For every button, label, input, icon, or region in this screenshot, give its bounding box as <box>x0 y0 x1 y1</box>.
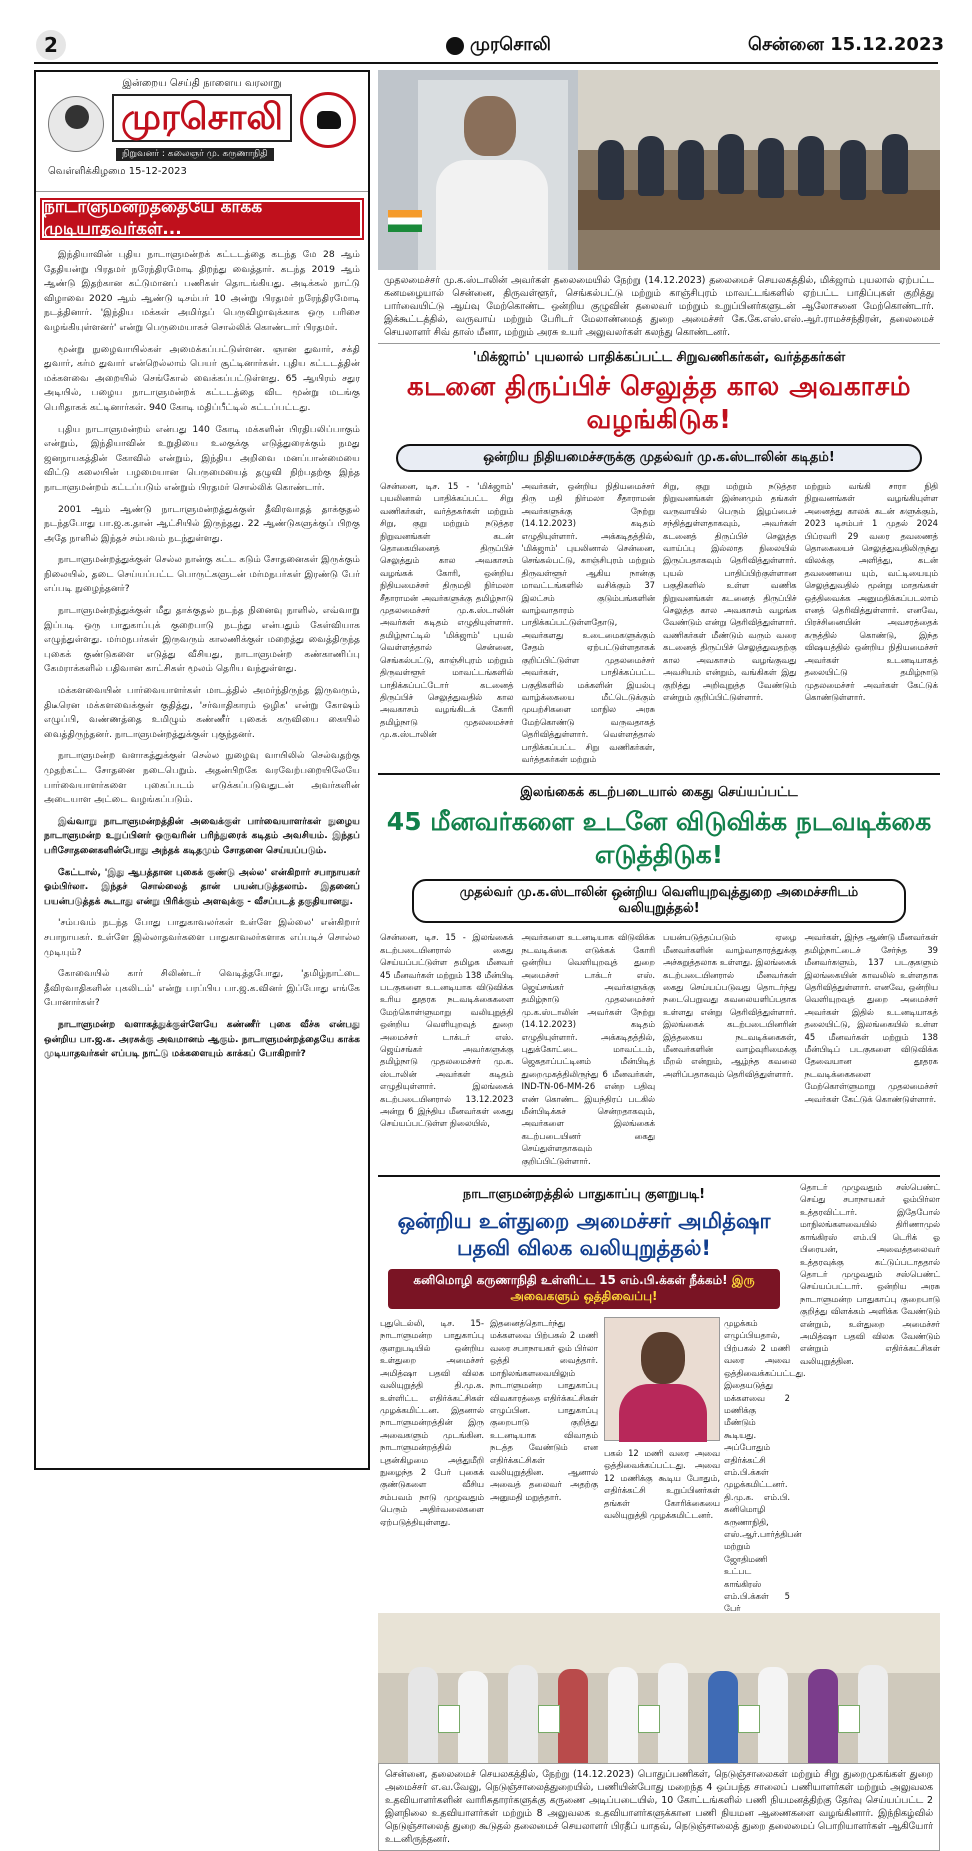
editorial-paragraph: மக்களவையின் பார்வையாளர்கள் மாடத்தில் அமர்ந்திருந்த இருவரும், திடீரென மக்களவைக்குள் குதித்து, 'சர்வாதிகாரம் ஒழிக' என்று கோஷம் எழுப்பி, வண்ணத்தை உமிழும் கண்ணீர் புகைக் கருவியை கையில் வைத்திருந்தனர். நாடாளுமன்றத்துக்குள் புகுந்தனர். <box>44 685 360 740</box>
editorial-paragraph: நாடாளுமன்ற வளாகத்துக்குள்ளேயே கண்ணீர் புகை வீச்சு என்பது ஒன்றிய பா.ஜ.க. அரசுக்கு அவமானம் ஆகும். நாடாளுமன்றத்தையே காக்க முடியாதவர்கள் எப்படி நாட்டு மக்களையும் காக்கப் போகிறார்? <box>44 1018 360 1060</box>
masthead-date: வெள்ளிக்கிழமை 15-12-2023 <box>48 166 187 177</box>
photo1-caption: முதலமைச்சர் மு.க.ஸ்டாலின் அவர்கள் தலைமையில் நேற்று (14.12.2023) தலைமைச் செயலகத்தில், மிக்ஜாம் புயலால் ஏற்பட்ட கனமழையால் சென்னை, திருவள்ளூர், செங்கல்பட்டு மற்றும் காஞ்சிபுரம் மாவட்டங்களில் ஏற்பட்ட பாதிப்புகள் குறித்து பார்வையிட்டு ஆய்வு மேற்கொண்ட ஒன்றிய குழுவின் தலைவர் மற்றும் உறுப்பினர்களுடன் ஆலோசனை மேற்கொண்டார். இக்கூட்டத்தில், வருவாய் மற்றும் பேரிடர் மேலாண்மைத் துறை அமைச்சர் கே.கே.எஸ்.எஸ்.ஆர்.ராமச்சந்திரன், தலைமைச் செயலாளர் சிவ் தாஸ் மீனா, மற்றும் அரசு உயர் அலுவலர்கள் கலந்து கொண்டனர். <box>378 270 940 344</box>
story3-right-column: தொடர் முழுவதும் சஸ்பெண்ட் செய்து சபாநாயகர் ஓம்பிர்லா உத்தரவிட்டார். இதேபோல் மாநிலங்களவையில் திரிணாமுல் காங்கிரஸ் எம்.பி டெரிக் ஓ பிரையன், அவைத்தலைவர் உத்தரவுக்கு கட்டுப்படாததால் தொடர் முழுவதும் சஸ்பெண்ட் செய்யப்பட்டார். ஒன்றிய அரசு நாடாளுமன்ற பாதுகாப்பு குறைபாடு குறித்து விளக்கம் அளிக்க வேண்டும் என்றும், உள்துறை அமைச்சர் அமித்ஷா பதவி விலக வேண்டும் என்றும் எதிர்க்கட்சிகள் வலியுறுத்தின. <box>800 1182 940 1366</box>
page-number: 2 <box>36 30 66 60</box>
story3-column: முழக்கம் எழுப்பியதால், பிற்பகல் 2 மணி வரை அவை ஒத்திவைக்கப்பட்டது. இதையடுத்து மக்களவை 2 மணிக்கு மீண்டும் கூடியது. அப்போதும் எதிர்க்கட்சி எம்.பி.க்கள் முழக்கமிட்டனர். தி.மு.க. எம்.பி. கனிமொழி கருணாநிதி, எஸ்.ஆர்.பார்த்திபன் மற்றும் ஜோதிமணி உட்பட காங்கிரஸ் எம்.பி.க்கள் 5 பேர் <box>724 1318 806 1614</box>
kanimozhi-photo <box>604 1317 720 1441</box>
news-area <box>378 70 940 1851</box>
story2-body <box>378 927 940 1171</box>
story1-column: அவர்கள், ஒன்றிய நிதியமைச்சர் திரு மதி நிர்மலா சீதாராமன் அவர்களுக்கு நேற்று (14.12.2023) கடிதம் எழுதியுள்ளார். அக்கடிதத்தில், 'மிக்ஜாம்' புயலினால் சென்னை, செங்கல்பட்டு, காஞ்சிபுரம் மற்றும் திருவள்ளூர் ஆகிய நான்கு மாவட்டங்களில் வசிக்கும் 37 இலட்சம் குடும்பங்களின் வாழ்வாதாரம் பாதிக்கப்பட்டுள்ளதோடு, அவர்களது உடைமைகளுக்கும் சேதம் ஏற்பட்டுள்ளதாகக் குறிப்பிட்டுள்ள முதலமைச்சர் அவர்கள், பாதிக்கப்பட்ட பகுதிகளில் மக்களின் இயல்பு வாழ்க்கையை மீட்டெடுக்கும் முயற்சிகளை மாநில அரசு மேற்கொண்டு வருவதாகத் தெரிவித்துள்ளார். வெள்ளத்தால் பாதிக்கப்பட்ட சிறு வணிகர்கள், வர்த்தகர்கள் மற்றும் <box>521 481 655 764</box>
story1-body <box>378 476 940 769</box>
story2-column: பயன்படுத்தப்படும் ஏழை மீனவர்களின் வாழ்வாதாரத்துக்கு அச்சுறுத்தலாக உள்ளது. இலங்கைக் கடற்படையினரால் மீனவர்கள் கைது செய்யப்படுவது தொடர்ந்து நடைபெறுவது கவலையளிப்பதாக உள்ளது என்று தெரிவித்துள்ளார். இலங்கைக் கடற்படையினரின் இத்தகைய நடவடிக்கைகள், மீனவர்களின் வாழ்வுரிமைக்கு மீறல் என்றும், ஆழ்ந்த கவலை அளிப்பதாகவும் தெரிவித்துள்ளார். <box>663 932 797 1079</box>
editorial-paragraph: இந்தியாவின் புதிய நாடாளுமன்றக் கட்டடத்தை கடந்த மே 28 ஆம் தேதியன்று பிரதமர் நரேந்திரமோடி திறந்து வைத்தார். கடந்த 2019 ஆம் ஆண்டு இதற்கான கட்டுமானப் பணிகள் தொடங்கியது. அடிக்கல் நாட்டு விழாவை 2020 ஆம் ஆண்டு டிசம்பர் 10 அன்று பிரதமர் நரேந்திரமோடி நடத்தினார். 'இந்திய மக்கள் அமிர்தப் பெருவிழாவுக்காக ஒரு பரிசை வழங்கியுள்ளனர்' என்று பெருமையாகச் சொல்லிக் கொண்டார் பிரதமர். <box>44 249 360 333</box>
editorial-paragraph: 2001 ஆம் ஆண்டு நாடாளுமன்றத்துக்குள் தீவிரவாதத் தாக்குதல் நடந்தபோது பா.ஜ.க.தான் ஆட்சியில் இருந்தது. 22 ஆண்டுகளுக்குப் பிறகு அதே நாளில் இந்தச் சம்பவம் நடந்துள்ளது. <box>44 503 360 544</box>
story1-column: சென்னை, டிச. 15 - 'மிக்ஜாம்' புயலினால் பாதிக்கப்பட்ட சிறு வணிகர்கள், வர்த்தகர்கள் மற்றும் சிறு, குறு மற்றும் நடுத்தர நிறுவனங்கள் கடன் தொகையினைத் திருப்பிச் செலுத்தும் கால அவகாசம் வழங்கக் கோரி, ஒன்றிய நிதியமைச்சர் திருமதி நிர்மலா சீதாராமன் அவர்களுக்கு தமிழ்நாடு முதலமைச்சர் மு.க.ஸ்டாலின் அவர்கள் கடிதம் எழுதியுள்ளார். தமிழ்நாட்டில் 'மிக்ஜாம்' புயல் வெள்ளத்தால் சென்னை, செங்கல்பட்டு, காஞ்சிபுரம் மற்றும் திருவள்ளூர் மாவட்டங்களில் பாதிக்கப்பட்டோர் கடனைத் திருப்பிச் செலுத்துவதில் கால அவகாசம் வழங்கிடக் கோரி தமிழ்நாடு முதலமைச்சர் மு.க.ஸ்டாலின் <box>380 481 514 740</box>
story3-column: இதனைத்தொடர்ந்து மக்களவை பிற்பகல் 2 மணி வரை சபாநாயகர் ஓம் பிர்லா ஒத்தி வைத்தார். மாநிலங்களவையிலும் நாடாளுமன்ற பாதுகாப்பு விவகாரத்தை எதிர்க்கட்சிகள் எழுப்பின. பாதுகாப்பு குறைபாடு குறித்து உடனடியாக விவாதம் நடத்த வேண்டும் என எதிர்க்கட்சிகள் வலியுறுத்தின. ஆனால் அவைத் தலைவர் அதற்கு அனுமதி மறுத்தார். <box>490 1318 598 1502</box>
story1-headline: கடனை திருப்பிச் செலுத்த கால அவகாசம் வழங்கிடுக! <box>406 372 912 435</box>
editorial-title: நாடாளுமன்றத்தையே காக்க முடியாதவர்கள்... <box>42 200 362 238</box>
story1-kicker: 'மிக்ஜாம்' புயலால் பாதிக்கப்பட்ட சிறுவணிகர்கள், வர்த்தகர்கள் <box>472 350 846 365</box>
story1-column: மற்றும் வங்கி சாரா நிதி நிறுவனங்கள் வழங்கியுள்ள அனைத்து காலக் கடன் களுக்கும், 2023 டிசம்பர் 1 முதல் 2024 பிப்ரவரி 29 வரை தவணைத் தொகையைச் செலுத்துவதிலிருந்து விலக்கு அளித்து, கடன் தவணையை யும், வட்டியையும் செலுத்துவதில் மூன்று மாதங்கள் ஒத்திவைக்க அனுமதிக்கப்படலாம் எனத் தெரிவித்துள்ளார். எனவே, பிரச்சினையின் அவசரத்தைக் கருத்தில் கொண்டு, இந்த விஷயத்தில் ஒன்றிய நிதியமைச்சர் அவர்கள் உடனடியாகத் தலையிட்டு தமிழ்நாடு முதலமைச்சர் அவர்கள் கேட்டுக் கொண்டுள்ளார். <box>804 481 938 702</box>
india-flag-icon <box>388 210 422 232</box>
section-rule <box>378 773 940 775</box>
editorial-paragraph: நாடாளுமன்ற வளாகத்துக்குள் செல்ல நுழைவு வாயிலில் செல்வதற்கு முதற்கட்ட சோதனை நடைபெறும். அதன்பிறகே வரவேற்பறையிலேயே பார்வையாளர்களை புகைப்படம் எடுக்கப்படுவதுடன் அவர்களின் அடையாள அட்டை வழங்கப்படும். <box>44 750 360 806</box>
cm-meeting-photo <box>378 70 940 270</box>
page-header <box>0 0 972 72</box>
editorial-paragraph: 'சம்பவம் நடந்த போது பாதுகாவலர்கள் உள்ளே இல்லை' என்கிறார் சபாநாயகர். உள்ளே இல்லாதவர்களை பாதுகாவலர்களாக எப்படிச் சொல்ல முடியும்? <box>44 917 360 958</box>
running-title <box>446 34 551 57</box>
editorial-paragraph: இவ்வாறு நாடாளுமன்றத்தின் அவைக்குள் பார்வையாளர்கள் நுழைய நாடாளுமன்ற உறுப்பினர் ஒருவரின் பரிந்துரைக் கடிதம் அவசியம். இந்தப் பரிசோதனைகளின்போது அந்தக் கடிதமும் சோதனை செய்யப்படும். <box>44 815 360 856</box>
story2-kicker: இலங்கைக் கடற்படையால் கைது செய்யப்பட்ட <box>520 785 798 801</box>
masthead <box>36 72 368 192</box>
editorial-paragraph: நாடாளுமன்றத்துக்குள் மீது தாக்குதல் நடந்த நினைவு நாளில், எவ்வாறு இப்படி ஒரு பாதுகாப்புக் குறைபாடு நடந்து என்பதும் கேள்வியாக எழுந்துள்ளது. மர்மநபர்கள் இருவரும் காலணிக்குள் மறைத்து வைத்திருந்த புகைக் குண்டுகளை எடுத்து வீசியது, நாடாளுமன்ற கண்காணிப்பு கேமராக்களில் பதிவான காட்சிகள் மூலம் தெரிய வந்துள்ளது. <box>44 605 360 675</box>
story3-kicker: நாடாளுமன்றத்தில் பாதுகாப்பு குளறுபடி! <box>462 1187 706 1203</box>
editorial-paragraph: கேட்டால், 'இது ஆபத்தான புகைக் குண்டு அல்ல' என்கிறார் சபாநாயகர் ஓம்பிர்லா. இந்தச் சொல்லைத் தான் பயன்படுத்தலாம். இதனைப் பயன்படுத்தக் கூடாது என்று பிரிக்கும் அளவுக்கு - வீசப்படத் தகுதியானது. <box>44 866 360 907</box>
editorial-paragraph: புதிய நாடாளுமன்றம் என்பது 140 கோடி மக்களின் பிரதிபலிப்பாகும் என்றும், இந்தியாவின் உறுதியை உலகுக்கு எடுத்துரைக்கும் நமது ஜனநாயகத்தின் கோவில் என்றும், இந்திய அறிவை மனப்பான்மையை விட்டு கலையின் பழமையான பெருமையைத் தழுவி நிற்பதற்கு இந்த நாடாளுமன்றம் கட்டப்படும் என்றும் பிரதமர் சொல்லிக் கொண்டார். <box>44 423 360 493</box>
running-title-text: முரசொலி <box>470 34 551 55</box>
masthead-founder: நிறுவனர் : கலைஞர் மு. கருணாநிதி <box>116 148 274 161</box>
story2-subhead: முதல்வர் மு.க.ஸ்டாலின் ஒன்றிய வெளியுறவுத்துறை அமைச்சரிடம் வலியுறுத்தல்! <box>412 879 906 923</box>
kanimozhi-caption: பகல் 12 மணி வரை அவை ஒத்திவைக்கப்பட்டது. அவை 12 மணிக்கு கூடிய போதும், எதிர்க்கட்சி உறுப்பினர்கள் தங்கள் கோரிக்கையை வலியுறுத்தி முழக்கமிட்டனர். <box>604 1448 720 1521</box>
story2-column: அவர்களை உடனடியாக விடுவிக்க நடவடிக்கை எடுக்கக் கோரி ஒன்றிய வெளியுறவுத் துறை அமைச்சர் டாக்டர் எஸ். ஜெய்சங்கர் அவர்களுக்கு தமிழ்நாடு முதலமைச்சர் மு.க.ஸ்டாலின் அவர்கள் நேற்று (14.12.2023) கடிதம் எழுதியுள்ளார். அக்கடிதத்தில், புதுக்கோட்டை மாவட்டம், ஜெகதாப்பட்டினம் மீன்பிடித் துறைமுகத்திலிருந்து 6 மீனவர்கள், IND-TN-06-MM-26 என்ற பதிவு எண் கொண்ட இயந்திரப் படகில் மீன்பிடிக்கச் சென்றதாகவும், அவர்களை இலங்கைக் கடற்படையினர் கைது செய்துள்ளதாகவும் குறிப்பிட்டுள்ளார். <box>521 932 655 1166</box>
story3 <box>378 1181 940 1613</box>
editorial-column <box>34 70 370 1470</box>
story1-subhead: ஒன்றிய நிதியமைச்சருக்கு முதல்வர் மு.க.ஸ்டாலின் கடிதம்! <box>396 444 922 472</box>
editorial-paragraph: கோவையில் கார் சிலிண்டர் வெடித்தபோது, 'தமிழ்நாட்டை தீவிரவாதிகளின் புகலிடம்' என்று பரப்பிய பா.ஜ.க.வினர் இப்போது எங்கே போனார்கள்? <box>44 968 360 1009</box>
appointment-orders-photo <box>378 1613 940 1763</box>
meeting-room <box>578 70 940 270</box>
story3-redbar-right: இரு அவைகளும் ஒத்திவைப்பு! <box>510 1273 755 1304</box>
chief-minister-figure <box>418 80 568 270</box>
story2-column: சென்னை, டிச. 15 - இலங்கைக் கடற்படையினரால் கைது செய்யப்பட்டுள்ள தமிழக மீனவர் 45 மீனவர்கள் மற்றும் 138 மீன்பிடி படகுகளை உடனடியாக விடுவிக்க உரிய தூதரக நடவடிக்கைகளை மேற்கொள்ளுமாறு வலியுறுத்தி ஒன்றிய வெளியுறவுத் துறை அமைச்சர் டாக்டர் எஸ். ஜெய்சங்கர் அவர்களுக்கு தமிழ்நாடு முதலமைச்சர் மு.க. ஸ்டாலின் அவர்கள் கடிதம் எழுதியுள்ளார். இலங்கைக் கடற்படையினரால் 13.12.2023 அன்று 6 இந்திய மீனவர்கள் கைது செய்யப்பட்டுள்ள நிலையில், <box>380 932 514 1129</box>
header-rule <box>34 62 938 64</box>
editorial-body <box>36 244 368 1073</box>
section-rule <box>378 1175 940 1177</box>
story3-redbar-left: கனிமொழி கருணாநிதி உள்ளிட்ட 15 எம்.பி.க்கள் நீக்கம்! <box>413 1273 728 1288</box>
party-emblem-icon <box>300 92 356 148</box>
story2-column: அவர்கள், இந்த ஆண்டு மீனவர்கள் தமிழ்நாட்டைச் சேர்ந்த 39 மீனவர்களும், 137 படகுகளும் இலங்கையின் காவலில் உள்ளதாக தெரிவித்துள்ளார். எனவே, ஒன்றிய வெளியுறவுத் துறை அமைச்சர் அவர்கள் இதில் உடனடியாகத் தலையிட்டு, இலங்கையில் உள்ள 45 மீனவர்கள் மற்றும் 138 மீன்பிடிப் படகுகளை விடுவிக்க தேவையான தூதரக நடவடிக்கைகளை மேற்கொள்ளுமாறு முதலமைச்சர் அவர்கள் கேட்டுக் கொண்டுள்ளார். <box>804 932 938 1104</box>
founder-portrait <box>48 96 104 152</box>
photo2-caption: சென்னை, தலைமைச் செயலகத்தில், நேற்று (14.12.2023) பொதுப்பணிகள், நெடுஞ்சாலைகள் மற்றும் சிறு துறைமுகங்கள் துறை அமைச்சர் எ.வ.வேலு, நெடுஞ்சாலைத்துறையில், பணியின்போது மறைந்த 4 ஒப்பந்த சாலைப் பணியாளர்கள் மற்றும் அலுவலக உதவியாளர்களின் வாரிசுதாரர்களுக்கு கருணை அடிப்படையில், 10 கோட்டங்களில் பணி நியமனத்திற்கு தேர்வு செய்யப்பட்ட 2 இளநிலை உதவியாளர்கள் மற்றும் 8 அலுவலக உதவியாளர்களுக்கான பணி நியமன ஆணைகளை வழங்கினார். இந்நிகழ்வில் நெடுஞ்சாலைத் துறை கூடுதல் தலைமைச் செயலாளர் பிரதீப் யாதவ், நெடுஞ்சாலைத் துறை தலைமைப் பொறியாளர்கள் ஆகியோர் உடனிருந்தனர். <box>378 1763 940 1851</box>
story3-headline: ஒன்றிய உள்துறை அமைச்சர் அமித்ஷா பதவி விலக வலியுறுத்தல்! <box>397 1209 771 1261</box>
masthead-tagline: இன்றைய செய்தி நாளைய வரலாறு <box>122 78 282 89</box>
masthead-title: முரசொலி <box>112 94 292 142</box>
story1-column: சிறு, குறு மற்றும் நடுத்தர நிறுவனங்கள் இன்னமும் தங்கள் வருவாயில் பெரும் இழப்பைச் சந்தித்துள்ளதாகவும், அவர்கள் கடனைத் திருப்பிச் செலுத்த வாய்ப்பு இல்லாத நிலையில் இருப்பதாகவும் தெரிவித்துள்ளார். புயல் பாதிப்பிற்குள்ளான பகுதிகளில் உள்ள வணிக நிறுவனங்கள் கடனைத் திருப்பிச் செலுத்த கால அவகாசம் வழங்க வேண்டும் என்று தெரிவித்துள்ளார். வணிகர்கள் மீண்டும் வரும் வரை கடனைத் திருப்பிச் செலுத்துவதற்கு கால அவகாசம் வழங்குவது அவசியம் என்றும், வங்கிகள் இது குறித்து அறிவுறுத்த வேண்டும் என்றும் குறிப்பிட்டுள்ளார். <box>663 481 797 702</box>
story2-headline: 45 மீனவர்களை உடனே விடுவிக்க நடவடிக்கை எடுத்திடுக! <box>386 807 932 870</box>
story3-column: புதுடெல்லி, டிச. 15- நாடாளுமன்ற பாதுகாப்பு குளறுபடியில் ஒன்றிய உள்துறை அமைச்சர் அமித்ஷா பதவி விலக வலியுறுத்தி தி.மு.க. உள்ளிட்ட எதிர்க்கட்சிகள் முழக்கமிட்டன. இதனால் நாடாளுமன்றத்தின் இரு அவைகளும் முடங்கின. நாடாளுமன்றத்தில் புதன்கிழமை அத்துமீறி நுழைந்த 2 பேர் புகைக் குண்டுகளை வீசிய சம்பவம் நாடு முழுவதும் பெரும் அதிர்வலைகளை ஏற்படுத்தியுள்ளது. <box>380 1318 484 1527</box>
elephant-logo-icon <box>446 37 464 55</box>
story3-redbar <box>388 1269 780 1309</box>
editorial-paragraph: மூன்று நுழைவாயில்கள் அமைக்கப்பட்டுள்ளன. ஞான துவார், சக்தி துவார், கர்ம துவார் என்றெல்லாம் பெயர் சூட்டினார்கள். புதிய கட்டடத்தின் மக்களவை அறையில் செங்கோல் வைக்கப்பட்டுள்ளது. 65 ஆயிரம் சதுர அடியில், பழைய நாடாளுமன்றக் கட்டடத்தை விட மூன்று மடங்கு பெரிதாகக் கட்டினார்கள். 940 கோடி மதிப்பீட்டில் கட்டப்பட்டது. <box>44 343 360 413</box>
city-date: சென்னை 15.12.2023 <box>747 34 944 55</box>
editorial-paragraph: நாடாளுமன்றத்துக்குள் செல்ல நான்கு கட்ட கடும் சோதனைகள் இருக்கும் நிலையில், தடை செய்யப்பட்ட பொருட்களுடன் மர்மநபர்கள் இரண்டு பேர் எப்படி நுழைந்தனர்? <box>44 554 360 595</box>
